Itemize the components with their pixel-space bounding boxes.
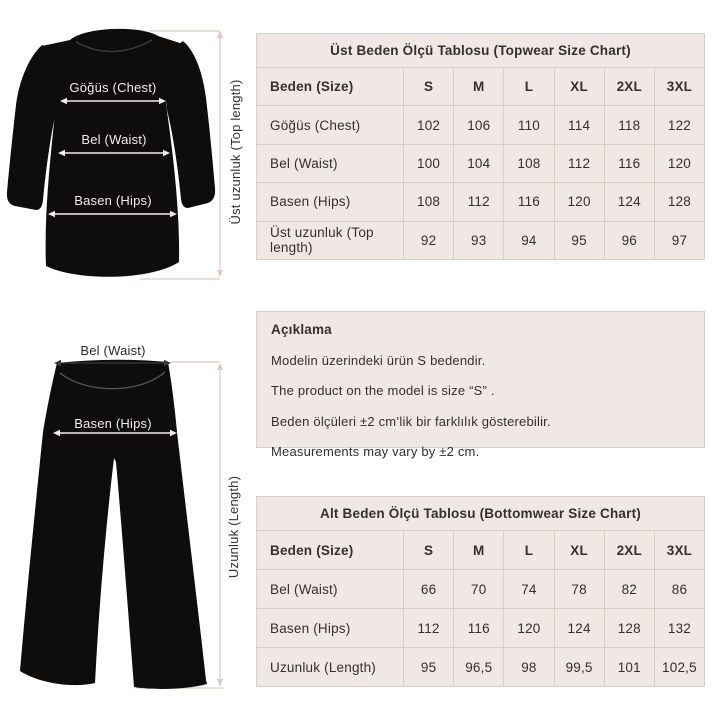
header-cell: Beden (Size)	[270, 542, 354, 558]
value-cell: 100	[403, 145, 453, 182]
value-cell: 114	[554, 106, 604, 143]
header-cell: M	[453, 531, 503, 569]
header-cell: XL	[554, 531, 604, 569]
table-row	[257, 221, 704, 259]
value-cell: 74	[503, 570, 553, 608]
value-cell: 92	[403, 222, 453, 259]
header-cell: S	[403, 68, 453, 105]
bottomwear-size-table	[256, 496, 705, 687]
value-cell: 124	[554, 609, 604, 647]
arrow-up-icon	[217, 31, 223, 38]
value-cell: 99,5	[554, 648, 604, 686]
value-cell: 78	[554, 570, 604, 608]
tunic-waist-label: Bel (Waist)	[81, 132, 147, 147]
value-cell: 102,5	[654, 648, 704, 686]
value-cell: 116	[604, 145, 654, 182]
value-cell: 96,5	[453, 648, 503, 686]
value-cell: 112	[554, 145, 604, 182]
pants-illustration	[20, 343, 207, 689]
row-label: Bel (Waist)	[270, 156, 338, 172]
tunic-chest-label: Göğüs (Chest)	[69, 80, 157, 95]
note-line: Beden ölçüleri ±2 cm’lik bir farklılık gösterebilir.	[271, 413, 551, 429]
value-cell: 122	[654, 106, 704, 143]
note-line: Measurements may vary by ±2 cm.	[271, 444, 480, 459]
value-cell: 86	[654, 570, 704, 608]
value-cell: 116	[453, 609, 503, 647]
value-cell: 82	[604, 570, 654, 608]
pants-hips-label: Basen (Hips)	[74, 416, 152, 431]
value-cell: 120	[503, 609, 553, 647]
table-row	[257, 144, 704, 182]
value-cell: 124	[604, 183, 654, 220]
row-label: Bel (Waist)	[270, 581, 338, 597]
row-label: Basen (Hips)	[270, 620, 351, 636]
value-cell: 120	[554, 183, 604, 220]
tunic-hips-label: Basen (Hips)	[74, 193, 152, 208]
arrow-down-icon	[217, 270, 223, 277]
bottomwear-table-title: Alt Beden Ölçü Tablosu (Bottomwear Size Chart)	[320, 506, 641, 521]
header-cell: XL	[554, 68, 604, 105]
value-cell: 94	[503, 222, 553, 259]
value-cell: 108	[503, 145, 553, 182]
notes-title: Açıklama	[271, 322, 332, 337]
value-cell: 98	[503, 648, 553, 686]
value-cell: 112	[453, 183, 503, 220]
topwear-header-row	[257, 67, 704, 105]
value-cell: 106	[453, 106, 503, 143]
value-cell: 66	[403, 570, 453, 608]
value-cell: 132	[654, 609, 704, 647]
value-cell: 102	[403, 106, 453, 143]
topwear-table-title: Üst Beden Ölçü Tablosu (Topwear Size Chart)	[330, 43, 631, 58]
row-label: Basen (Hips)	[270, 194, 351, 210]
value-cell: 110	[503, 106, 553, 143]
value-cell: 118	[604, 106, 654, 143]
arrow-down-icon	[217, 679, 223, 686]
value-cell: 97	[654, 222, 704, 259]
tunic-illustration	[7, 29, 215, 277]
header-cell: Beden (Size)	[270, 79, 354, 95]
topwear-length-label: Üst uzunluk (Top length)	[228, 79, 243, 225]
value-cell: 112	[403, 609, 453, 647]
table-row	[257, 608, 704, 647]
value-cell: 95	[554, 222, 604, 259]
value-cell: 128	[654, 183, 704, 220]
note-line: The product on the model is size “S” .	[271, 383, 495, 398]
note-line: Modelin üzerindeki ürün S bedendir.	[271, 352, 486, 368]
header-cell: S	[403, 531, 453, 569]
header-cell: 2XL	[604, 68, 654, 105]
table-row	[257, 182, 704, 220]
header-cell: L	[503, 68, 553, 105]
value-cell: 93	[453, 222, 503, 259]
value-cell: 70	[453, 570, 503, 608]
value-cell: 120	[654, 145, 704, 182]
header-cell: L	[503, 531, 553, 569]
table-row	[257, 569, 704, 608]
table-row	[257, 647, 704, 686]
value-cell: 128	[604, 609, 654, 647]
value-cell: 108	[403, 183, 453, 220]
header-cell: 2XL	[604, 531, 654, 569]
header-cell: 3XL	[654, 531, 704, 569]
value-cell: 96	[604, 222, 654, 259]
row-label: Göğüs (Chest)	[270, 117, 361, 133]
topwear-size-table	[256, 33, 705, 260]
arrow-up-icon	[217, 363, 223, 370]
notes-panel	[256, 311, 705, 459]
garment-illustrations	[0, 0, 252, 720]
header-cell: 3XL	[654, 68, 704, 105]
pants-waist-label: Bel (Waist)	[80, 343, 146, 358]
bottomwear-length-label: Uzunluk (Length)	[226, 475, 241, 579]
value-cell: 116	[503, 183, 553, 220]
bottomwear-header-row	[257, 530, 704, 569]
row-label: Uzunluk (Length)	[270, 659, 377, 675]
value-cell: 104	[453, 145, 503, 182]
table-row	[257, 105, 704, 143]
row-label: Üst uzunluk (Top length)	[270, 225, 374, 256]
value-cell: 95	[403, 648, 453, 686]
value-cell: 101	[604, 648, 654, 686]
header-cell: M	[453, 68, 503, 105]
